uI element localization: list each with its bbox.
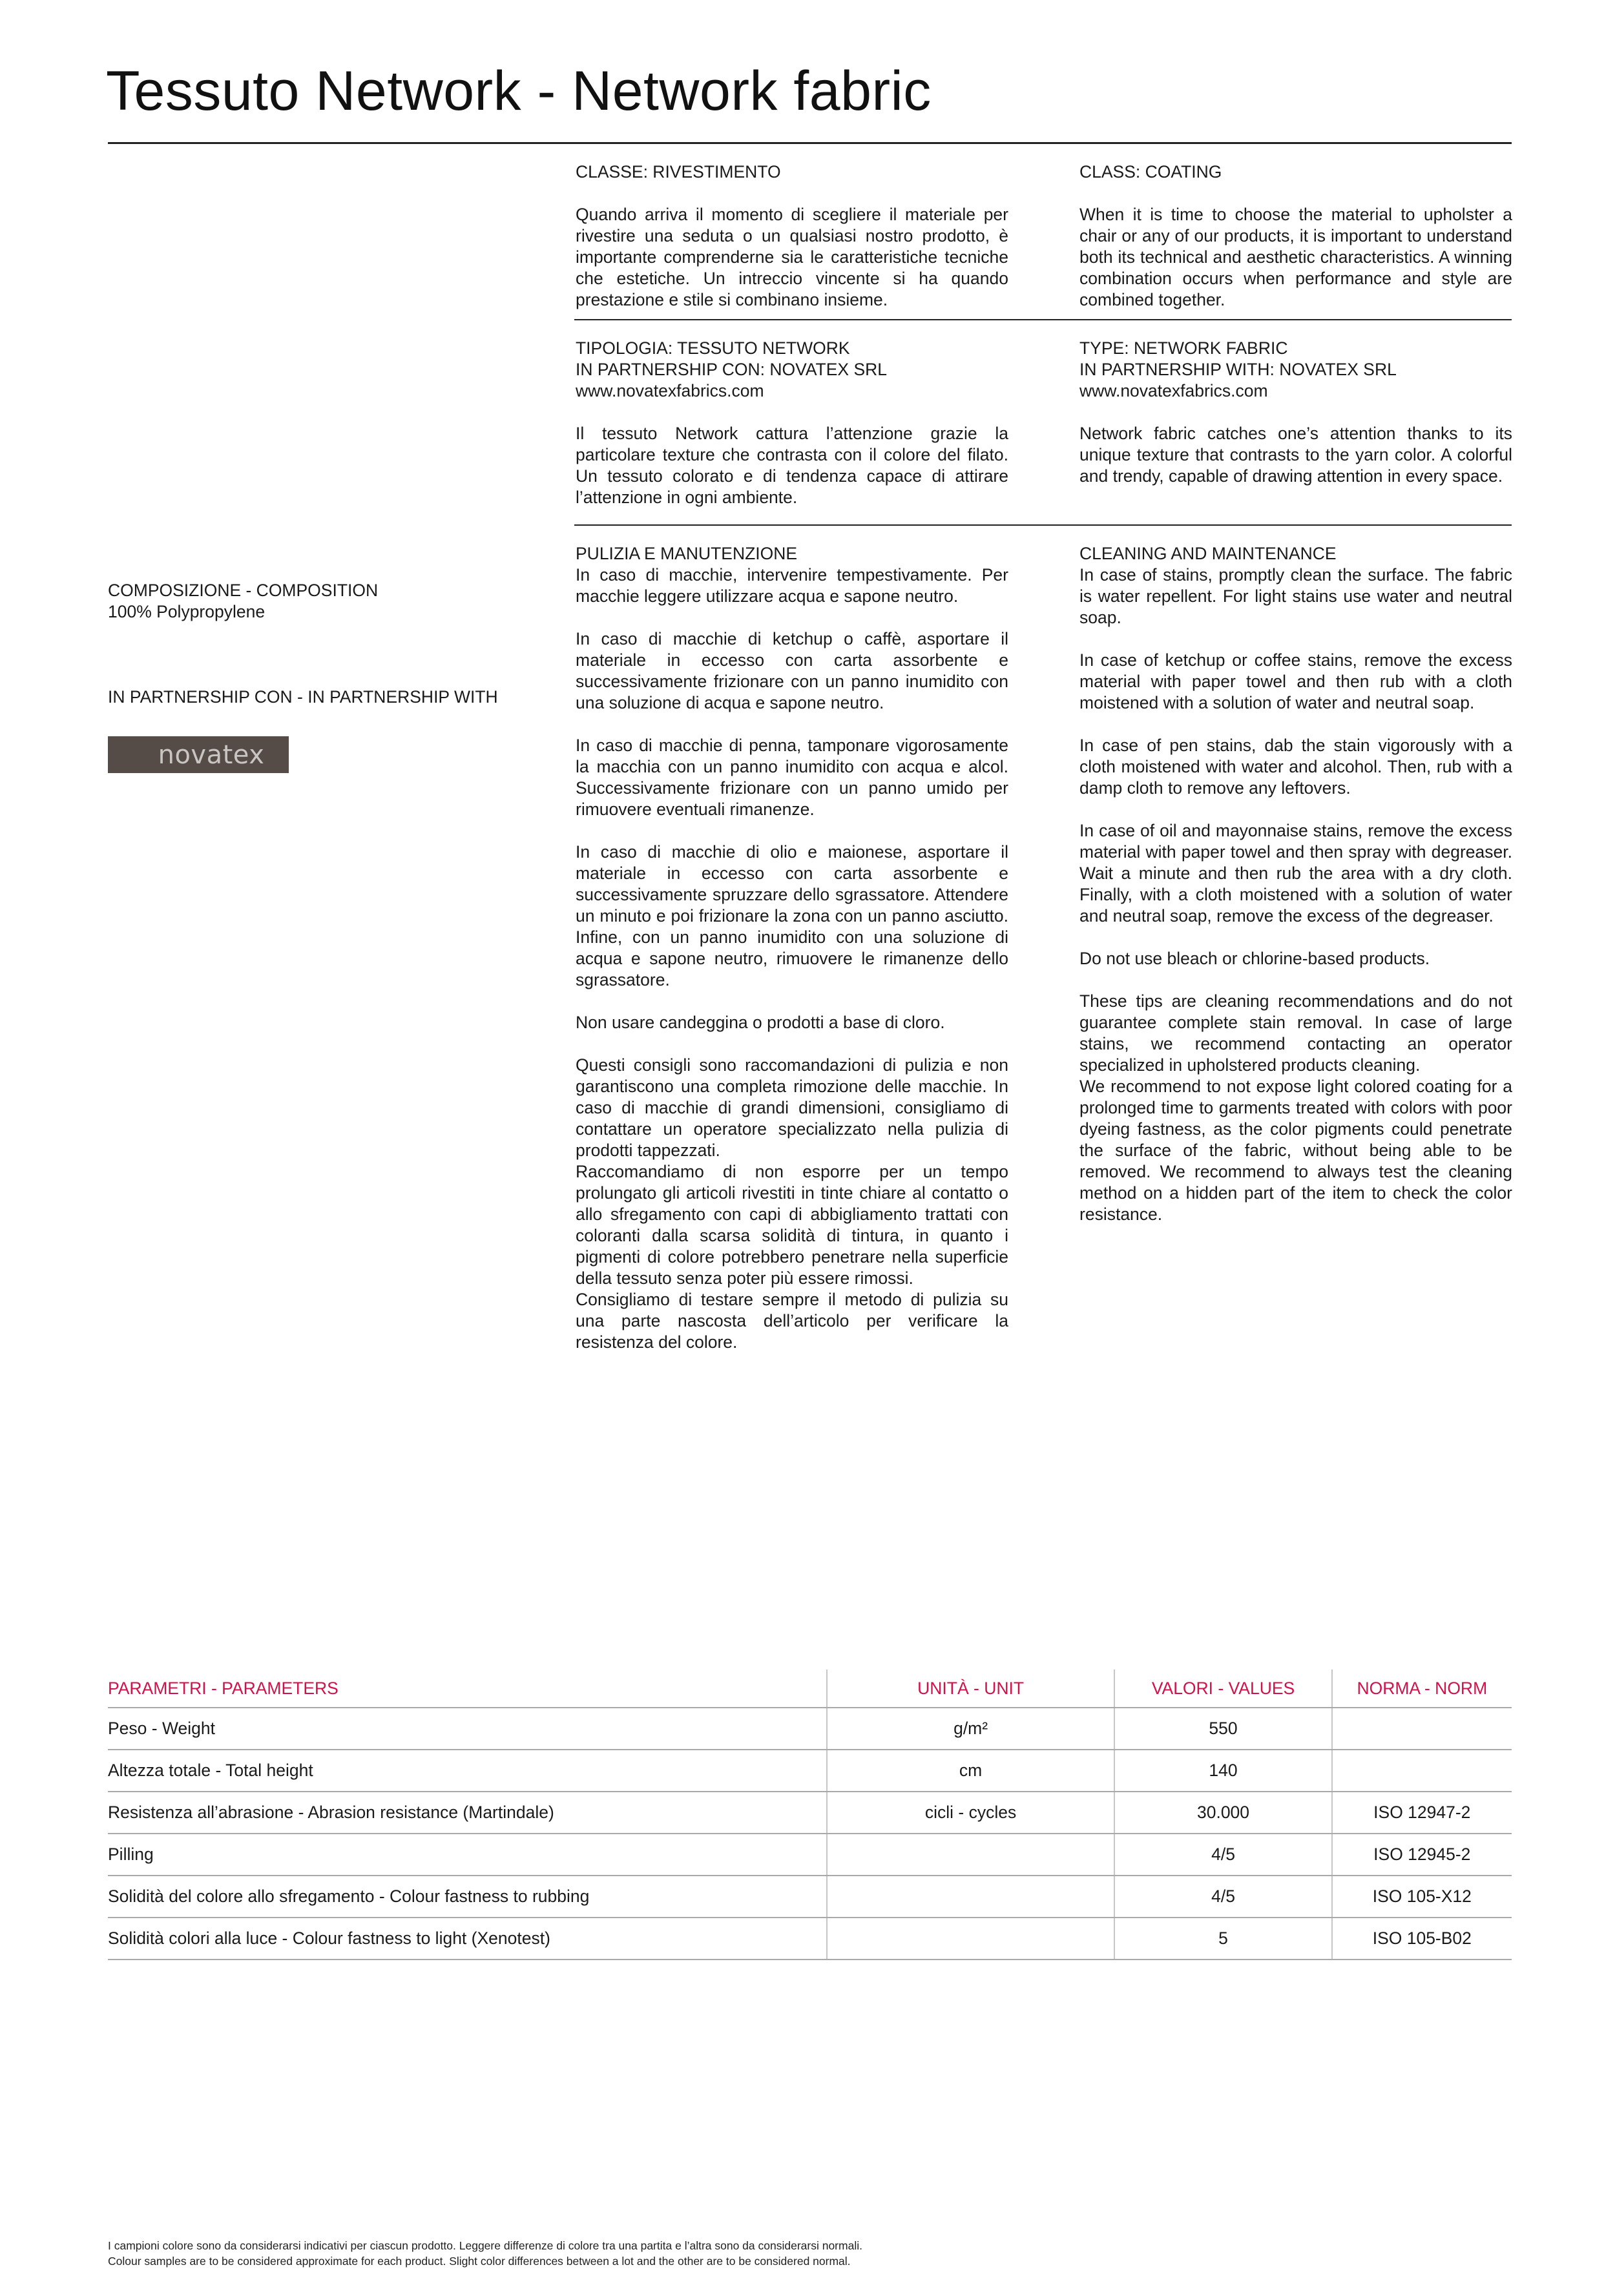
- type-text-en: Network fabric catches one’s attention thanks to its unique texture that contrasts to the yarn color. A colorful and trendy, capable of drawing attention in every space.: [1079, 424, 1512, 486]
- novatex-logo-text: novatex: [158, 739, 265, 770]
- table-row: [108, 1750, 1512, 1792]
- table-row: [108, 1876, 1512, 1918]
- cell-value: 30.000: [1114, 1792, 1331, 1834]
- class-heading-it: CLASSE: RIVESTIMENTO: [576, 162, 781, 181]
- cleaning-paragraph-en: In case of stains, promptly clean the surface. The fabric is water repellent. For light stains use water and neutral soap.: [1079, 565, 1512, 627]
- cell-norm: ISO 12945-2: [1332, 1834, 1512, 1876]
- cell-parameter: Peso - Weight: [108, 1708, 827, 1750]
- header-unit: UNITÀ - UNIT: [827, 1670, 1115, 1708]
- header-parameters: PARAMETRI - PARAMETERS: [108, 1670, 827, 1708]
- footer-line-it: I campioni colore sono da considerarsi indicativi per ciascun prodotto. Leggere differenze di colore tra una partita e l’altra sono da considerarsi normali.: [108, 2239, 862, 2252]
- cell-parameter: Pilling: [108, 1834, 827, 1876]
- cell-unit: cicli - cycles: [827, 1792, 1115, 1834]
- cleaning-paragraph-it: Questi consigli sono raccomandazioni di pulizia e non garantiscono una completa rimozione delle macchie. In caso di macchie di grandi dimensioni, consigliamo di contattare un operatore specializzato nella pulizia di prodotti tappezzati.: [576, 1055, 1008, 1160]
- partner-heading-it: IN PARTNERSHIP CON: NOVATEX SRL: [576, 360, 888, 379]
- section-divider: [574, 319, 1512, 320]
- cleaning-paragraph-it: In caso di macchie di ketchup o caffè, asportare il materiale in eccesso con carta assorbente e successivamente frizionare con un panno inumidito con una soluzione di acqua e sapone neutro.: [576, 629, 1008, 712]
- cell-norm: [1332, 1708, 1512, 1750]
- partner-link-it[interactable]: www.novatexfabrics.com: [576, 381, 764, 400]
- cell-value: 4/5: [1114, 1834, 1331, 1876]
- cell-value: 140: [1114, 1750, 1331, 1792]
- header-norm: NORMA - NORM: [1332, 1670, 1512, 1708]
- table-row: [108, 1918, 1512, 1960]
- cell-norm: [1332, 1750, 1512, 1792]
- cell-value: 4/5: [1114, 1876, 1331, 1918]
- type-heading-en: TYPE: NETWORK FABRIC: [1079, 338, 1288, 358]
- table-header-row: [108, 1670, 1512, 1708]
- cleaning-paragraph-en: These tips are cleaning recommendations and do not guarantee complete stain removal. In case of large stains, we recommend contacting an operator specialized in upholstered products cleaning.: [1079, 991, 1512, 1075]
- type-text-it: Il tessuto Network cattura l’attenzione grazie la particolare texture che contrasta con il colore del filato. Un tessuto colorato e di tendenza capace di attirare l’attenzione in ogni ambiente.: [576, 424, 1008, 507]
- cleaning-paragraph-en: In case of pen stains, dab the stain vigorously with a cloth moistened with water and alcohol. Then, rub with a damp cloth to remove any leftovers.: [1079, 736, 1512, 798]
- table-row: [108, 1834, 1512, 1876]
- type-section-it: [576, 338, 1008, 508]
- cleaning-paragraph-en: In case of oil and mayonnaise stains, remove the excess material with paper towel and then spray with degreaser. Wait a minute and then rub the area with a dry cloth. Finally, with a cloth moistened with a solution of water and neutral soap, remove the excess of the degreaser.: [1079, 821, 1512, 926]
- type-heading-it: TIPOLOGIA: TESSUTO NETWORK: [576, 338, 850, 358]
- cleaning-heading-it: PULIZIA E MANUTENZIONE: [576, 544, 798, 563]
- composition-label: COMPOSIZIONE - COMPOSITION: [108, 581, 379, 600]
- cell-parameter: Altezza totale - Total height: [108, 1750, 827, 1792]
- footer-disclaimer: [108, 2238, 862, 2269]
- footer-line-en: Colour samples are to be considered approximate for each product. Slight color differences between a lot and the other are to be considered normal.: [108, 2255, 851, 2268]
- cleaning-heading-en: CLEANING AND MAINTENANCE: [1079, 544, 1337, 563]
- cell-parameter: Resistenza all’abrasione - Abrasion resistance (Martindale): [108, 1792, 827, 1834]
- cell-unit: [827, 1834, 1115, 1876]
- cleaning-paragraph-it: In caso di macchie di olio e maionese, asportare il materiale in eccesso con carta assorbente e successivamente spruzzare dello sgrassatore. Attendere un minuto e poi frizionare la zona con un panno asciutto. Infine, con un panno inumidito con una soluzione di acqua e sapone neutro, rimuovere le rimanenze dello sgrassatore.: [576, 842, 1008, 989]
- cleaning-paragraph-en: Do not use bleach or chlorine-based products.: [1079, 949, 1430, 968]
- class-section-it: [576, 161, 1008, 311]
- cell-unit: g/m²: [827, 1708, 1115, 1750]
- class-section-en: [1079, 161, 1512, 311]
- cleaning-section-it: [576, 543, 1008, 1353]
- cell-unit: [827, 1876, 1115, 1918]
- composition-block: [108, 580, 378, 623]
- partnership-label: IN PARTNERSHIP CON - IN PARTNERSHIP WITH: [108, 687, 498, 707]
- cleaning-paragraph-en: We recommend to not expose light colored coating for a prolonged time to garments treated with colors with poor dyeing fastness, as the color pigments could penetrate the surface of the fabric, without being able to be removed. We recommend to always test the cleaning method on a hidden part of the item to check the color resistance.: [1079, 1077, 1512, 1224]
- cleaning-paragraph-it: Raccomandiamo di non esporre per un tempo prolungato gli articoli rivestiti in tinte chiare al contatto o allo sfregamento con capi di abbigliamento trattati con coloranti dalla scarsa solidità di tintura, in quanto i pigmenti di colore potrebbero penetrare nella superficie della tessuto senza poter più essere rimossi.: [576, 1162, 1008, 1288]
- partner-heading-en: IN PARTNERSHIP WITH: NOVATEX SRL: [1079, 360, 1397, 379]
- table-row: [108, 1792, 1512, 1834]
- type-section-en: [1079, 338, 1512, 487]
- cell-value: 5: [1114, 1918, 1331, 1960]
- cell-unit: cm: [827, 1750, 1115, 1792]
- cleaning-paragraph-it: Consigliamo di testare sempre il metodo di pulizia su una parte nascosta dell’articolo per verificare la resistenza del colore.: [576, 1290, 1008, 1352]
- cell-parameter: Solidità colori alla luce - Colour fastness to light (Xenotest): [108, 1918, 827, 1960]
- cleaning-paragraph-it: Non usare candeggina o prodotti a base di cloro.: [576, 1013, 945, 1032]
- partner-link-en[interactable]: www.novatexfabrics.com: [1079, 381, 1268, 400]
- cleaning-paragraph-it: In caso di macchie, intervenire tempestivamente. Per macchie leggere utilizzare acqua e sapone neutro.: [576, 565, 1008, 606]
- cell-parameter: Solidità del colore allo sfregamento - Colour fastness to rubbing: [108, 1876, 827, 1918]
- cleaning-paragraph-it: In caso di macchie di penna, tamponare vigorosamente la macchia con un panno inumidito con acqua e alcol. Successivamente frizionare con un panno umido per rimuovere eventuali rimanenze.: [576, 736, 1008, 819]
- novatex-logo: [108, 736, 289, 773]
- class-heading-en: CLASS: COATING: [1079, 162, 1222, 181]
- section-divider: [574, 524, 1512, 526]
- cell-value: 550: [1114, 1708, 1331, 1750]
- parameters-table: [108, 1670, 1512, 1960]
- class-text-en: When it is time to choose the material to upholster a chair or any of our products, it is important to understand both its technical and aesthetic characteristics. A winning combination occurs when performance and style are combined together.: [1079, 205, 1512, 309]
- cleaning-section-en: [1079, 543, 1512, 1225]
- page-title: Tessuto Network - Network fabric: [106, 60, 932, 122]
- header-values: VALORI - VALUES: [1114, 1670, 1331, 1708]
- cleaning-paragraph-en: In case of ketchup or coffee stains, remove the excess material with paper towel and then rub with a cloth moistened with a solution of water and neutral soap.: [1079, 650, 1512, 712]
- title-divider: [108, 142, 1512, 144]
- table-row: [108, 1708, 1512, 1750]
- class-text-it: Quando arriva il momento di scegliere il materiale per rivestire una seduta o un qualsiasi nostro prodotto, è importante comprenderne sia le caratteristiche tecniche che estetiche. Un intreccio vincente si ha quando prestazione e stile si combinano insieme.: [576, 205, 1008, 309]
- cell-norm: ISO 105-X12: [1332, 1876, 1512, 1918]
- composition-value: 100% Polypropylene: [108, 602, 266, 621]
- cell-norm: ISO 12947-2: [1332, 1792, 1512, 1834]
- cell-unit: [827, 1918, 1115, 1960]
- cell-norm: ISO 105-B02: [1332, 1918, 1512, 1960]
